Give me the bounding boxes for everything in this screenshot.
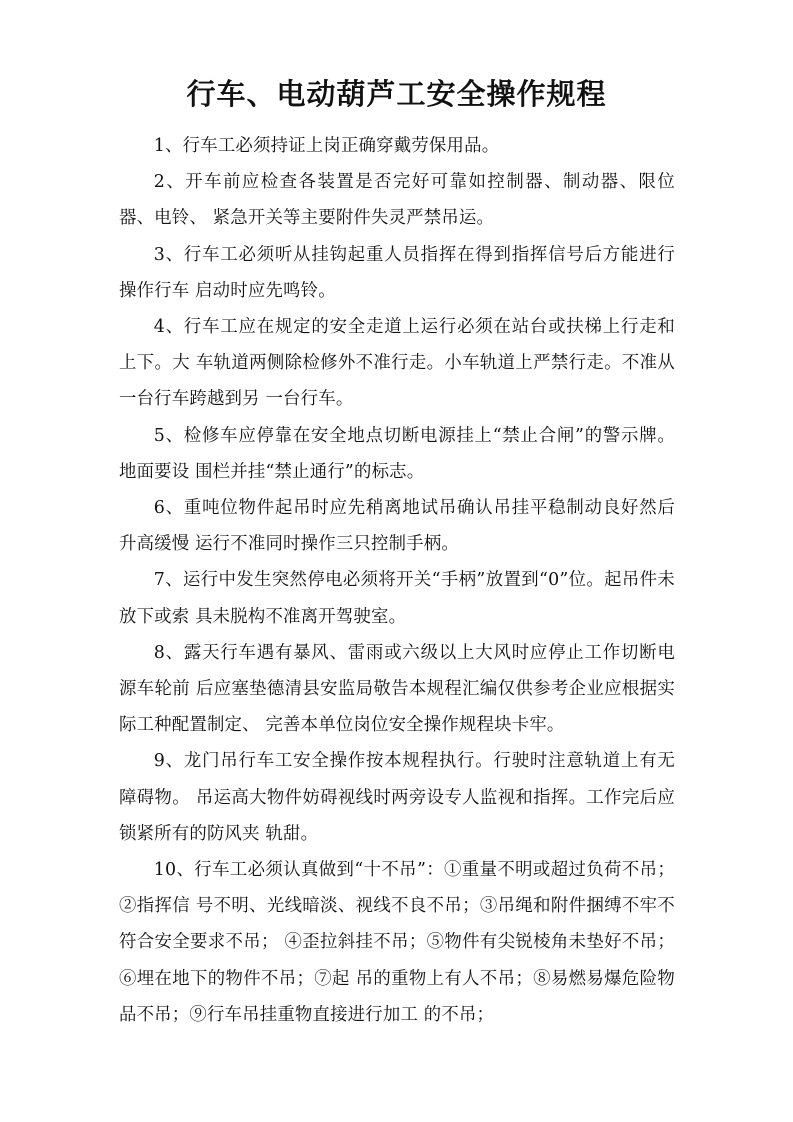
document-title: 行车、电动葫芦工安全操作规程 — [186, 77, 607, 111]
paragraph-2: 2、开车前应检查各装置是否完好可靠如控制器、制动器、限位器、电铃、 紧急开关等主要附件失灵严禁吊运。 — [119, 172, 675, 229]
paragraph-5: 5、检修车应停靠在安全地点切断电源挂上“禁止合闸”的警示牌。地面要设 围栏并挂“禁止通行”的标志。 — [119, 425, 675, 482]
paragraph-9: 9、龙门吊行车工安全操作按本规程执行。行驶时注意轨道上有无障碍物。 吊运高大物件妨碍视线时两旁设专人监视和指挥。工作完后应锁紧所有的防风夹 轨甜。 — [119, 751, 675, 844]
paragraph-3: 3、行车工必须听从挂钩起重人员指挥在得到指挥信号后方能进行操作行车 启动时应先鸣铃。 — [119, 244, 675, 301]
document-body — [119, 128, 675, 1033]
paragraph-8: 8、露天行车遇有暴风、雷雨或六级以上大风时应停止工作切断电源车轮前 后应塞垫德清县安监局敬告本规程汇编仅供参考企业应根据实际工种配置制定、 完善本单位岗位安全操作规程块卡牢。 — [119, 642, 675, 736]
paragraph-1: 1、行车工必须持证上岗正确穿戴劳保用品。 — [153, 136, 500, 156]
paragraph-10: 10、行车工必须认真做到“十不吊”：①重量不明或超过负荷不吊；②指挥信 号不明、光线暗淡、视线不良不吊；③吊绳和附件捆缚不牢不符合安全要求不吊； ④歪拉斜挂不吊；⑤物件有尖锐棱角未垫好不吊；⑥埋在地下的物件不吊；⑦起 吊的重物上有人不吊；⑧易燃易爆危险物品不吊；⑨行车吊挂重物直接进行加工 的不吊； — [119, 860, 675, 1025]
paragraph-6: 6、重吨位物件起吊时应先稍离地试吊确认吊挂平稳制动良好然后升高缓慢 运行不准同时操作三只控制手柄。 — [119, 498, 675, 555]
paragraph-7: 7、运行中发生突然停电必须将开关“手柄”放置到“0”位。起吊件未放下或索 具未脱构不准离开驾驶室。 — [119, 570, 675, 627]
paragraph-4: 4、行车工应在规定的安全走道上运行必须在站台或扶梯上行走和上下。大 车轨道两侧除检修外不准行走。小车轨道上严禁行走。不准从一台行车跨越到另 一台行车。 — [119, 317, 675, 410]
